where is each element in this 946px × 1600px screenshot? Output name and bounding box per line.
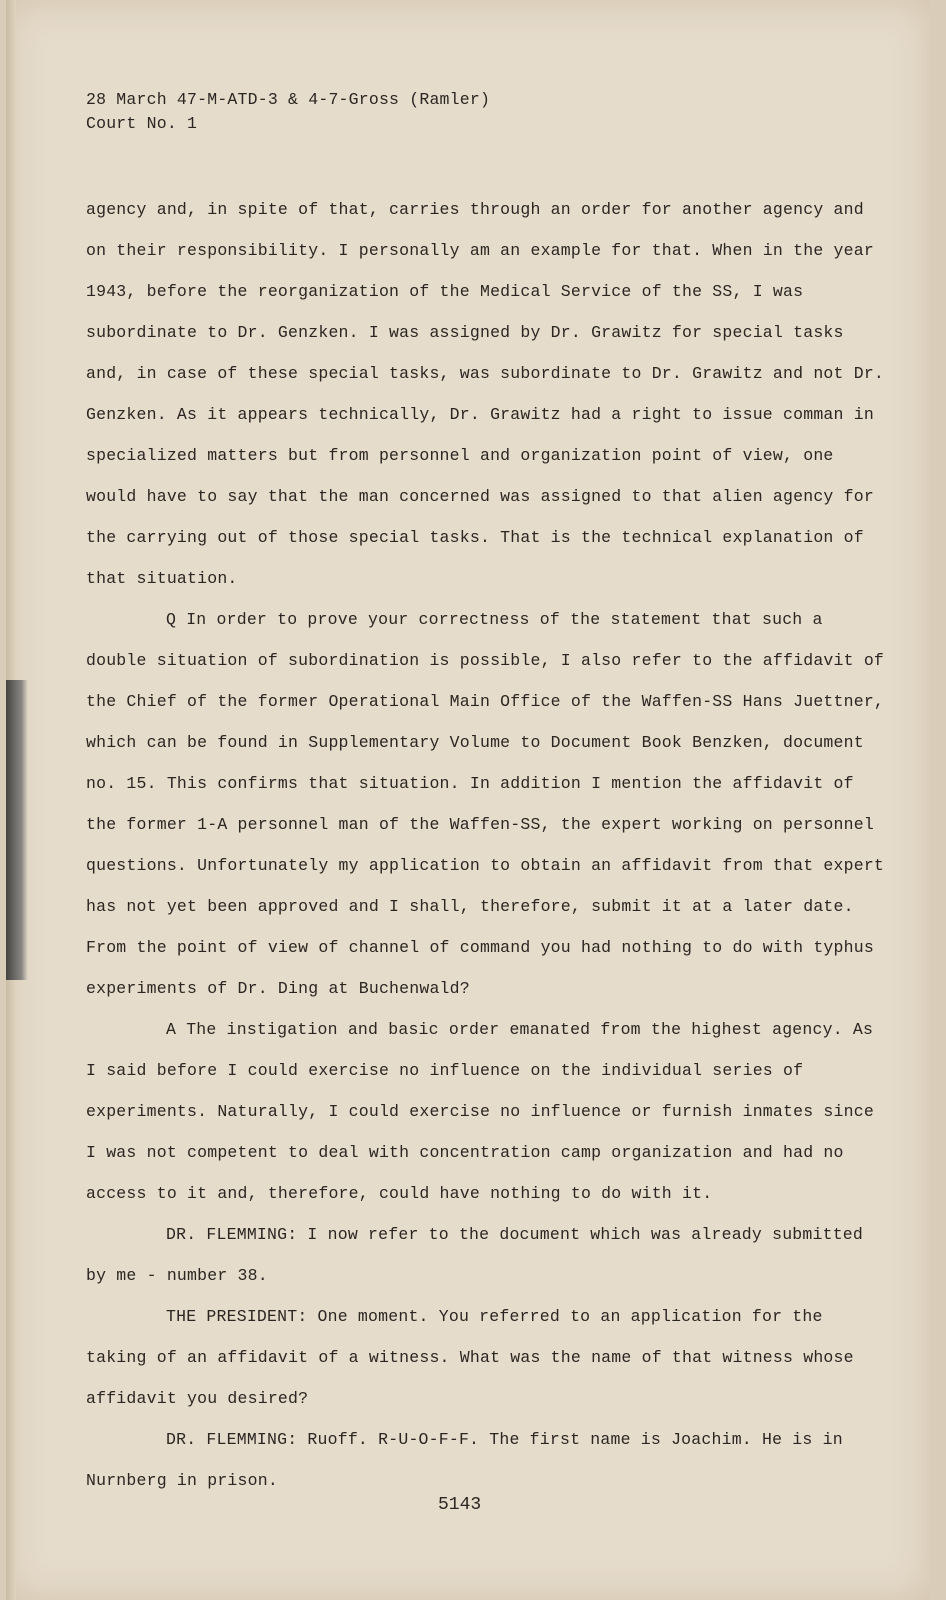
paragraph-question: Q In order to prove your correctness of the statement that such a double situation of subordination is possible, I also refer to the affidavit of the Chief of the former Operational Main Office of the Waffen-SS Hans Juettner, which can be found in Supplementary Volume to Document Book Benzken, document no. 15. This confirms that situation. In addition I mention the affidavit of the former 1-A personnel man of the Waffen-SS, the expert working on personnel questions. Unfortunately my application to obtain an affidavit from that expert has not yet been approved and I shall, therefore, submit it at a later date. From the point of view of channel of command you had nothing to do with typhus experiments of Dr. Ding at Buchenwald? [86, 610, 885, 998]
header-court-line: Court No. 1 [86, 114, 198, 133]
paragraph-answer: A The instigation and basic order emanated from the highest agency. As I said before I could exercise no influence on the individual series of experiments. Naturally, I could exercise no influence or furnish inmates since I was not competent to deal with concentration camp organization and had no access to it and, therefore, could have nothing to do with it. [86, 1020, 874, 1203]
paragraph-flemming-statement: DR. FLEMMING: I now refer to the document which was already submitted by me - number 38. [86, 1225, 864, 1285]
transcript-body [86, 189, 886, 1501]
paragraph-answer-continued: agency and, in spite of that, carries through an order for another agency and on their responsibility. I personally am an example for that. When in the year 1943, before the reorganization of the Medical Service of the SS, I was subordinate to Dr. Genzken. I was assigned by Dr. Grawitz for special tasks and, in case of these special tasks, was subordinate to Dr. Grawitz and not Dr. Genzken. As it appears technically, Dr. Grawitz had a right to issue comman in specialized matters but from personnel and organization point of view, one would have to say that the man concerned was assigned to that alien agency for the carrying out of those special tasks. That is the technical explanation of that situation. [86, 200, 885, 588]
paragraph-flemming-answer: DR. FLEMMING: Ruoff. R-U-O-F-F. The first name is Joachim. He is in Nurnberg in prison. [86, 1430, 843, 1490]
paragraph-president-question: THE PRESIDENT: One moment. You referred to an application for the taking of an affidavit of a witness. What was the name of that witness whose affidavit you desired? [86, 1307, 854, 1408]
torn-binding-edge [6, 680, 28, 980]
document-page [6, 0, 930, 1600]
header-case-line: 28 March 47-M-ATD-3 & 4-7-Gross (Ramler) [86, 90, 491, 109]
page-number: 5143 [438, 1495, 482, 1515]
